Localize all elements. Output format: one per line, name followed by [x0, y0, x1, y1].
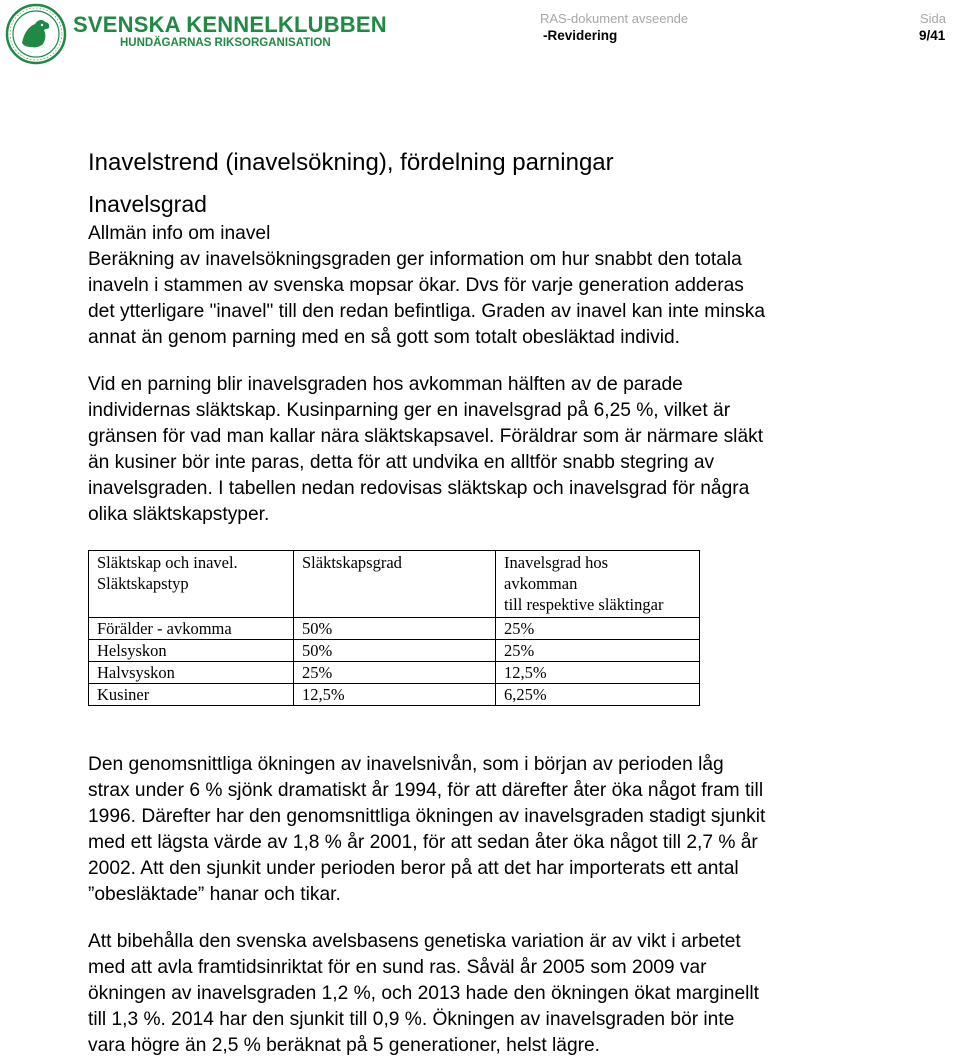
- text-line: med att avla framtidsinriktat för en sund ras. Såväl år 2005 som 2009 var: [88, 957, 707, 978]
- table-cell: 12,5%: [496, 662, 700, 684]
- header-line: Släktskapstyp: [97, 574, 189, 593]
- text-line: Den genomsnittliga ökningen av inavelsnivån, som i början av perioden låg: [88, 754, 724, 775]
- paragraph-mating: [88, 372, 888, 528]
- table-header-cell: [294, 551, 496, 618]
- table-cell: 25%: [496, 618, 700, 640]
- text-line: än kusiner bör inte paras, detta för att undvika en alltför snabb stegring av: [88, 452, 715, 473]
- table-cell: 12,5%: [294, 684, 496, 706]
- table-cell: 25%: [294, 662, 496, 684]
- text-line: Vid en parning blir inavelsgraden hos avkomman hälften av de parade: [88, 374, 683, 395]
- header-line: Släktskapsgrad: [302, 553, 402, 572]
- text-line: olika släktskapstyper.: [88, 504, 270, 525]
- header-line: Släktskap och inavel.: [97, 553, 238, 572]
- text-line: med ett lägsta värde av 1,8 % år 2001, för att sedan åter öka något till 2,7 % år: [88, 832, 758, 853]
- paragraph-genetic-variation: [88, 929, 888, 1059]
- text-line: vara högre än 2,5 % beräknat på 5 generationer, helst lägre.: [88, 1035, 601, 1056]
- text-line: ökningen av inavelsgraden 1,2 %, och 2013 hade den ökningen ökat marginellt: [88, 983, 759, 1004]
- text-line: gränsen för vad man kallar nära släktskapsavel. Föräldrar som är närmare släkt: [88, 426, 764, 447]
- text-line: individernas släktskap. Kusinparning ger en inavelsgrad på 6,25 %, vilket är: [88, 400, 731, 421]
- table-row: [89, 640, 700, 662]
- table-cell: Förälder - avkomma: [89, 618, 294, 640]
- paragraph-intro: [88, 221, 888, 351]
- text-line: Beräkning av inavelsökningsgraden ger information om hur snabbt den totala: [88, 249, 742, 270]
- doc-label: RAS-dokument avseende: [540, 11, 689, 26]
- header-line: Inavelsgrad hos: [504, 553, 609, 572]
- text-line: inaveln i stammen av svenska mopsar ökar. Dvs för varje generation adderas: [88, 275, 744, 296]
- text-line: till 1,3 %. 2014 har den sjunkit till 0,9 %. Ökningen av inavelsgraden bör inte: [88, 1009, 735, 1030]
- table-cell: 50%: [294, 640, 496, 662]
- table-cell: Helsyskon: [89, 640, 294, 662]
- section-title: Inavelstrend (inavelsökning), fördelning parningar: [88, 149, 614, 176]
- table-row: [89, 618, 700, 640]
- table-header-cell: [496, 551, 700, 618]
- table-row: [89, 684, 700, 706]
- table-cell: 25%: [496, 640, 700, 662]
- table-cell: Halvsyskon: [89, 662, 294, 684]
- text-line: inavelsgraden. I tabellen nedan redovisas släktskap och inavelsgrad för några: [88, 478, 750, 499]
- text-line: strax under 6 % sjönk dramatiskt år 1994, för att därefter åter öka något fram till: [88, 780, 764, 801]
- doc-revision: -Revidering: [543, 28, 618, 43]
- section-subtitle: Inavelsgrad: [88, 191, 207, 217]
- table-header-cell: [89, 551, 294, 618]
- header-line: till respektive släktingar: [504, 595, 664, 614]
- text-line: Att bibehålla den svenska avelsbasens genetiska variation är av vikt i arbetet: [88, 931, 741, 952]
- text-line: ”obesläktade” hanar och tikar.: [88, 884, 341, 905]
- table-header-row: [89, 551, 700, 618]
- table-cell: 6,25%: [496, 684, 700, 706]
- page-label: Sida: [920, 11, 947, 26]
- table-row: [89, 662, 700, 684]
- page-number: 9/41: [919, 28, 946, 43]
- text-line: 2002. Att den sjunkit under perioden beror på att det har importerats ett antal: [88, 858, 739, 879]
- org-name: SVENSKA KENNELKLUBBEN: [73, 12, 387, 37]
- text-line: Allmän info om inavel: [88, 223, 271, 244]
- text-line: 1996. Därefter har den genomsnittliga ökningen av inavelsgraden stadigt sjunkit: [88, 806, 766, 827]
- text-line: annat än genom parning med en så gott som totalt obesläktad individ.: [88, 327, 680, 348]
- kinship-table: [88, 550, 700, 706]
- kennel-club-seal-icon: [5, 3, 67, 65]
- text-line: det ytterligare "inavel" till den redan befintliga. Graden av inavel kan inte minska: [88, 301, 766, 322]
- paragraph-trend: [88, 752, 888, 908]
- header-line: avkomman: [504, 574, 578, 593]
- org-subtitle: HUNDÄGARNAS RIKSORGANISATION: [120, 37, 331, 49]
- table-cell: Kusiner: [89, 684, 294, 706]
- table-cell: 50%: [294, 618, 496, 640]
